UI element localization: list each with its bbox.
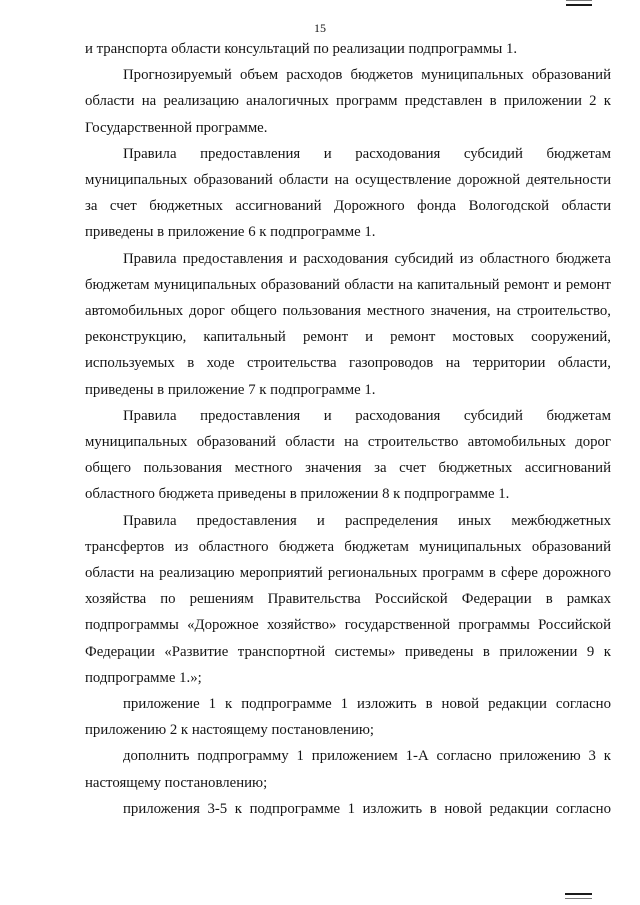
document-body <box>85 36 611 822</box>
paragraph-rules-appendix-7: Правила предоставления и расходования субсидий из областного бюджета бюджетам муниципальных образований области на капитальный ремонт и ремонт автомобильных дорог общего пользования местного значения, на строительство, реконструкцию, капитальный ремонт и ремонт мостовых сооружений, используемых в ходе строительства газопроводов на территории области, приведены в приложение 7 к подпрограмме 1. <box>85 250 611 398</box>
paragraph-appendix-1-amend: приложение 1 к подпрограмме 1 изложить в новой редакции согласно приложению 2 к настоящему постановлению; <box>85 696 611 739</box>
paragraph-rules-appendix-9: Правила предоставления и распределения иных межбюджетных трансфертов из областного бюджета бюджетам муниципальных образований области на реализацию мероприятий региональных программ в сфере дорожного хозяйства по решениям Правительства Российской Федерации в рамках подпрограммы «Дорожное хозяйство» государственной программы Российской Федерации «Развитие транспортной системы» приведены в приложении 9 к подпрограмме 1.»; <box>85 512 611 686</box>
corner-mark-top <box>566 0 592 6</box>
page-number: 15 <box>314 21 326 35</box>
paragraph-rules-appendix-6: Правила предоставления и расходования субсидий бюджетам муниципальных образований области на осуществление дорожной деятельности за счет бюджетных ассигнований Дорожного фонда Вологодской области приведены в приложение 6 к подпрограмме 1. <box>85 145 611 241</box>
paragraph-appendix-1a-add: дополнить подпрограмму 1 приложением 1-А согласно приложению 3 к настоящему постановлению; <box>85 748 611 791</box>
paragraph-appendix-3-5-amend: приложения 3-5 к подпрограмме 1 изложить в новой редакции согласно <box>123 800 611 817</box>
paragraph-rules-appendix-8: Правила предоставления и расходования субсидий бюджетам муниципальных образований области на строительство автомобильных дорог общего пользования местного значения за счет бюджетных ассигнований областного бюджета приведены в приложении 8 к подпрограмме 1. <box>85 407 611 503</box>
paragraph-forecast-expenses: Прогнозируемый объем расходов бюджетов муниципальных образований области на реализацию аналогичных программ представлен в приложении 2 к Государственной программе. <box>85 67 611 136</box>
paragraph-continuation: и транспорта области консультаций по реализации подпрограммы 1. <box>85 41 518 57</box>
corner-mark-bottom <box>565 893 592 899</box>
